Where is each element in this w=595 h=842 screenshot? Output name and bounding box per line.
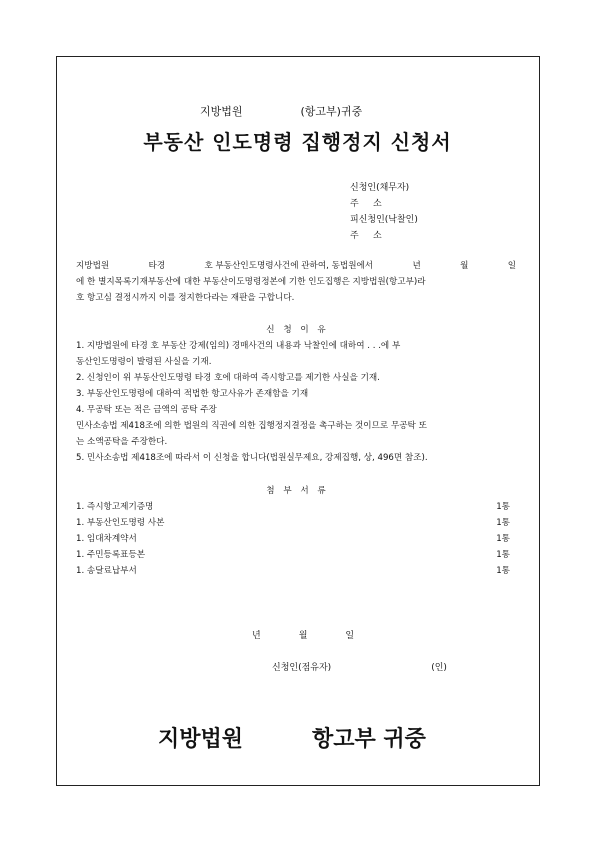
reason-line: 민사소송법 제418조에 의한 법원의 직권에 의한 집행정지결정을 촉구하는 것이므로 무공탁 또 <box>76 421 427 431</box>
intro-month: 월 <box>460 261 469 271</box>
reason-line: 4. 무공탁 또는 적은 금액의 공탁 주장 <box>76 405 217 415</box>
court-division: (항고부)귀중 <box>300 105 363 118</box>
reason-line: 2. 신청인이 위 부동산인도명령 타경 호에 대하여 즉시항고를 제기한 사실을 기재. <box>76 373 380 383</box>
date-day: 일 <box>345 631 355 641</box>
applicant-label: 신청인(채무자) <box>350 183 410 193</box>
intro-year: 년 <box>412 261 421 271</box>
intro-case-text: 호 부동산인도명령사건에 관하여, 동법원에서 <box>204 261 374 271</box>
seal-mark: (인) <box>431 663 447 673</box>
attachment-name: 1. 주민등록표등본 <box>76 550 146 560</box>
respondent-label: 피신청인(낙찰인) <box>350 215 418 225</box>
reason-line: 1. 지방법원에 타경 호 부동산 강제(임의) 경매사건의 내용과 낙찰인에 대하여 . . .에 부 <box>76 341 401 351</box>
court-name: 지방법원 <box>200 105 243 118</box>
date-month: 월 <box>298 631 308 641</box>
attachments-heading: 첨 부 서 류 <box>266 486 329 496</box>
attachment-count: 1통 <box>496 550 510 560</box>
reason-line: 5. 민사소송법 제418조에 따라서 이 신청을 합니다(법원실무제요, 강제집행, 상, 496면 참조). <box>76 453 428 463</box>
attachment-name: 1. 임대차계약서 <box>76 534 137 544</box>
date-year: 년 <box>252 631 261 641</box>
respondent-address-label: 주 소 <box>350 231 382 241</box>
court-header-line <box>200 103 362 119</box>
intro-case-type: 타경 <box>148 261 166 271</box>
attachment-name: 1. 즉시항고제기증명 <box>76 502 154 512</box>
document-title: 부동산 인도명령 집행정지 신청서 <box>143 130 452 154</box>
applicant-address-label: 주 소 <box>350 199 382 209</box>
attachment-item <box>76 500 510 512</box>
attachment-item <box>76 516 510 528</box>
attachment-name: 1. 송달료납부서 <box>76 566 137 576</box>
attachment-count: 1통 <box>496 534 510 544</box>
intro-day: 일 <box>507 261 516 271</box>
reason-line: 는 소액공탁을 주장한다. <box>76 437 168 447</box>
attachment-count: 1통 <box>496 566 510 576</box>
attachment-item <box>76 532 510 544</box>
attachment-item <box>76 548 510 560</box>
intro-line-1 <box>76 258 516 274</box>
attachment-name: 1. 부동산인도명령 사본 <box>76 518 165 528</box>
intro-court: 지방법원 <box>76 261 110 271</box>
attachment-item <box>76 564 510 576</box>
intro-paragraph <box>76 258 516 306</box>
intro-line-2: 에 한 별지목록기재부동산에 대한 부동산이도명령정본에 기한 인도집행은 지방법원(항고부)라 <box>76 277 426 287</box>
reason-line: 3. 부동산인도명령에 대하여 적법한 항고사유가 존재함을 기재 <box>76 389 309 399</box>
footer-division: 항고부 귀중 <box>312 727 426 752</box>
signer-line <box>272 660 447 673</box>
reason-line: 동산인도명령이 발령된 사실을 기재. <box>76 357 212 367</box>
attachment-count: 1통 <box>496 502 510 512</box>
signer-label: 신청인(점유자) <box>272 663 332 673</box>
intro-line-3: 호 항고심 결정시까지 이를 정지한다라는 재판을 구합니다. <box>76 293 295 303</box>
reasons-heading: 신 청 이 유 <box>266 325 329 335</box>
attachment-count: 1통 <box>496 518 510 528</box>
date-line <box>252 628 392 641</box>
footer-court: 지방법원 <box>158 727 244 752</box>
